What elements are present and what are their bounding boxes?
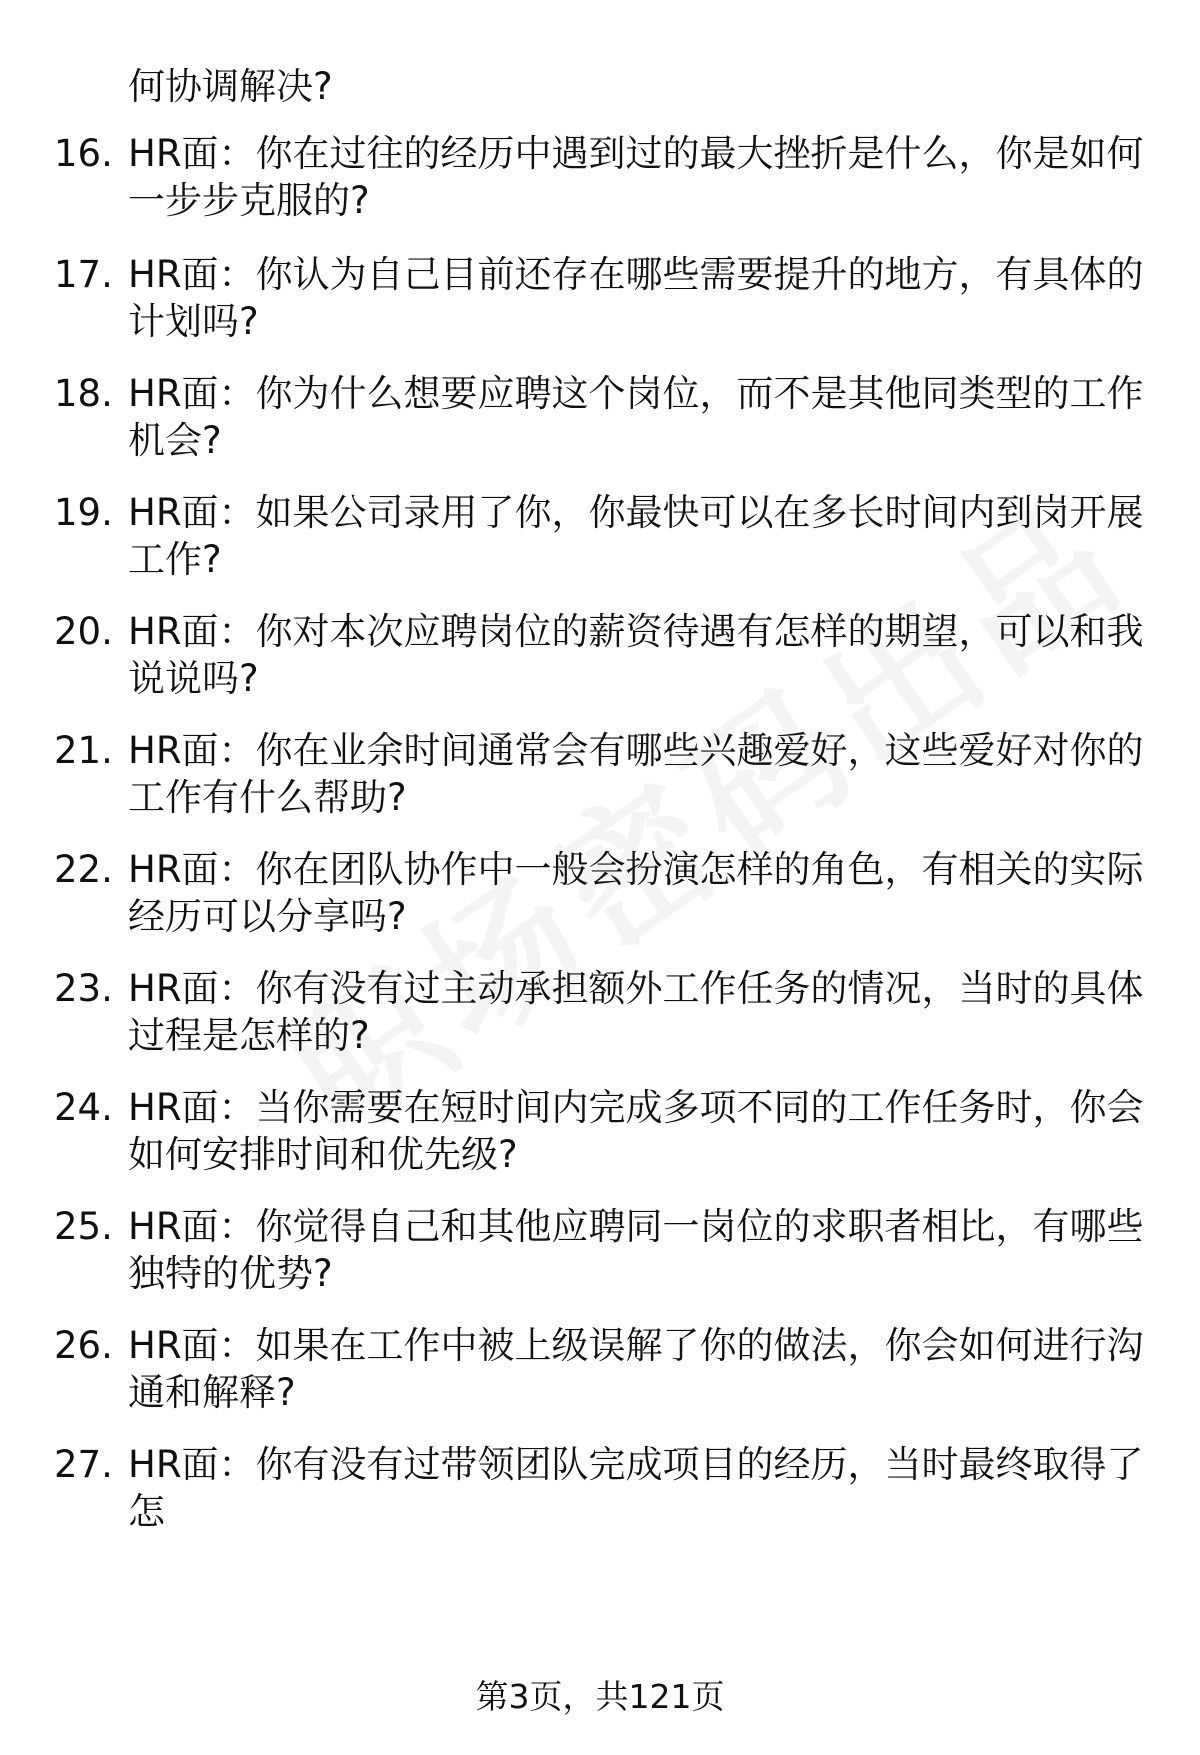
question-number: 20. [54, 610, 113, 653]
question-text: HR面：如果在工作中被上级误解了你的做法，你会如何进行沟通和解释? [128, 1324, 1144, 1414]
question-number: 17. [54, 253, 113, 296]
question-text: HR面：你在业余时间通常会有哪些兴趣爱好，这些爱好对你的工作有什么帮助? [128, 729, 1144, 819]
question-number: 26. [54, 1324, 113, 1367]
question-text: HR面：你有没有过主动承担额外工作任务的情况，当时的具体过程是怎样的? [128, 967, 1144, 1057]
question-text: HR面：你为什么想要应聘这个岗位，而不是其他同类型的工作机会? [128, 372, 1144, 462]
question-text: HR面：你认为自己目前还存在哪些需要提升的地方，有具体的计划吗? [128, 253, 1144, 343]
question-text: 何协调解决? [128, 65, 333, 108]
question-number: 18. [54, 372, 113, 415]
question-text: HR面：你觉得自己和其他应聘同一岗位的求职者相比，有哪些独特的优势? [128, 1205, 1144, 1295]
question-text: HR面：你在过往的经历中遇到过的最大挫折是什么，你是如何一步步克服的? [128, 132, 1144, 222]
question-number: 19. [54, 491, 113, 534]
question-number: 23. [54, 967, 113, 1010]
question-text: HR面：你有没有过带领团队完成项目的经历，当时最终取得了怎 [128, 1443, 1144, 1533]
question-number: 27. [54, 1443, 113, 1486]
question-number: 25. [54, 1205, 113, 1248]
question-text: HR面：当你需要在短时间内完成多项不同的工作任务时，你会如何安排时间和优先级? [128, 1086, 1144, 1176]
question-text: HR面：你在团队协作中一般会扮演怎样的角色，有相关的实际经历可以分享吗? [128, 848, 1144, 938]
watermark [239, 481, 1100, 1174]
page-footer: 第3页，共121页 [475, 1677, 725, 1716]
question-text: HR面：如果公司录用了你，你最快可以在多长时间内到岗开展工作? [128, 491, 1144, 581]
question-number: 24. [54, 1086, 113, 1129]
question-text: HR面：你对本次应聘岗位的薪资待遇有怎样的期望，可以和我说说吗? [128, 610, 1144, 700]
question-number: 21. [54, 729, 113, 772]
question-number: 22. [54, 848, 113, 891]
question-number: 16. [54, 132, 113, 175]
